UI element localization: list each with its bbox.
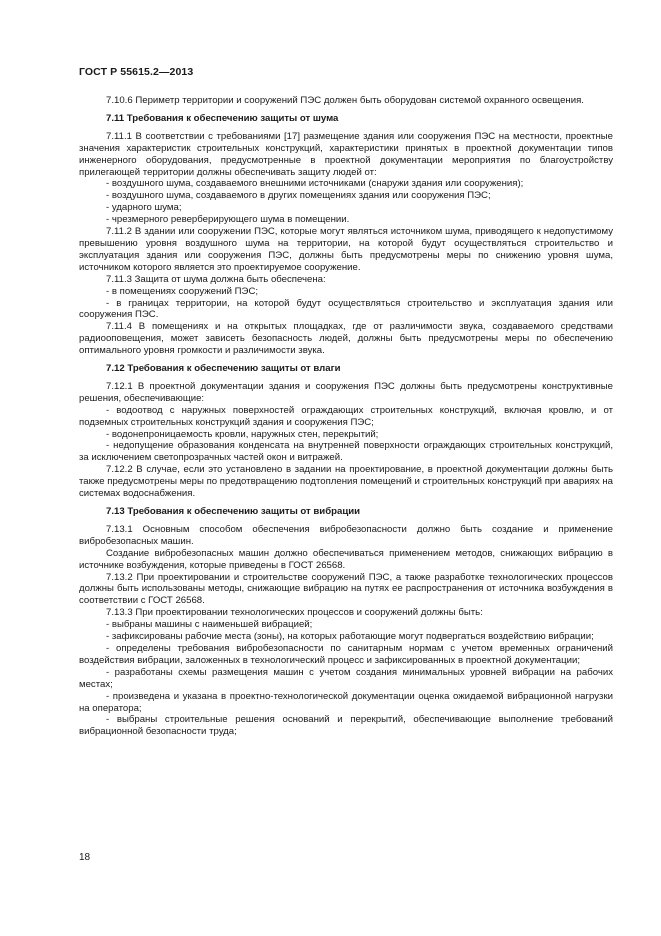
paragraph: 7.12.1 В проектной документации здания и сооружения ПЭС должны быть предусмотрены конструктивные решения, обеспечивающие: — [79, 380, 613, 404]
list-item: - водоотвод с наружных поверхностей ограждающих строительных конструкций, включая кровлю, и от подземных строительных конструкций здания и сооружения ПЭС; — [79, 404, 613, 428]
list-item: - в границах территории, на которой будут осуществляться строительство и эксплуатация здания или сооружения ПЭС. — [79, 297, 613, 321]
paragraph: 7.11.1 В соответствии с требованиями [17] размещение здания или сооружения ПЭС на местности, проектные значения характеристик строительных конструкций, характеристики принятых в проектной документации типов инженерного оборудования, предусмотренные в проектной документации мероприятия по благоустройству прилегающей территории должны обеспечивать защиту людей от: — [79, 130, 613, 178]
list-item: - определены требования вибробезопасности по санитарным нормам с учетом временных ограничений воздействия вибрации, заложенных в технологический процесс и зафиксированных в проектной документации; — [79, 642, 613, 666]
list-item: - в помещениях сооружений ПЭС; — [106, 285, 259, 297]
section-heading: 7.13 Требования к обеспечению защиты от вибрации — [106, 506, 361, 517]
list-item: - произведена и указана в проектно-технологической документации оценка ожидаемой вибрационной нагрузки на оператора; — [79, 690, 613, 714]
list-item: - ударного шума; — [106, 202, 182, 214]
paragraph: 7.12.2 В случае, если это установлено в задании на проектирование, в проектной документации должны быть также предусмотрены меры по предотвращению подтопления помещений и строительных конструкций при авариях на системах водоснабжения. — [79, 464, 613, 500]
list-item: - выбраны строительные решения оснований и перекрытий, обеспечивающие выполнение требований вибрационной безопасности труда; — [79, 714, 613, 738]
document-body — [79, 95, 613, 738]
paragraph: Создание вибробезопасных машин должно обеспечиваться применением методов, снижающих вибрацию в источнике возбуждения, которые приведены в ГОСТ 26568. — [79, 547, 613, 571]
page-number: 18 — [79, 852, 91, 863]
document-header: ГОСТ Р 55615.2—2013 — [79, 66, 194, 78]
paragraph: 7.13.3 При проектировании технологических процессов и сооружений должны быть: — [106, 607, 483, 619]
list-item: - водонепроницаемость кровли, наружных стен, перекрытий; — [106, 428, 379, 440]
list-item: - чрезмерного реверберирующего шума в помещении. — [106, 214, 350, 226]
paragraph: 7.11.4 В помещениях и на открытых площадках, где от различимости звука, создаваемого средствами радиооповещения, может зависеть безопасность людей, должны быть предусмотрены меры по обеспечению оптимального уровня громкости и различимости звука. — [79, 321, 613, 357]
section-heading: 7.11 Требования к обеспечению защиты от шума — [106, 112, 339, 124]
paragraph: 7.11.2 В здании или сооружении ПЭС, которые могут являться источником шума, приводящего к недопустимому превышению уровня воздушного шума на территории, на которой будут осуществляться строительство и эксплуатация здания или сооружения ПЭС, должны быть предусмотрены меры по снижению уровня шума, источником которого является это проектируемое сооружение. — [79, 226, 613, 273]
list-item: - зафиксированы рабочие места (зоны), на которых работающие могут подвергаться воздействию вибрации; — [106, 631, 594, 643]
section-heading: 7.12 Требования к обеспечению защиты от влаги — [106, 363, 341, 375]
paragraph: 7.13.2 При проектировании и строительстве сооружений ПЭС, а также разработке технологических процессов должны быть использованы методы, снижающие вибрацию на путях ее распространения от источника возбуждения в соответствии с ГОСТ 26568. — [79, 571, 613, 607]
list-item: - воздушного шума, создаваемого внешними источниками (снаружи здания или сооружения); — [106, 178, 524, 190]
list-item: - разработаны схемы размещения машин с учетом создания минимальных уровней вибрации на рабочих местах; — [79, 666, 613, 690]
list-item: - воздушного шума, создаваемого в других помещениях здания или сооружения ПЭС; — [106, 190, 491, 202]
list-item: - недопущение образования конденсата на внутренней поверхности ограждающих строительных конструкций, за исключением светопрозрачных частей окон и витражей. — [79, 440, 613, 464]
paragraph: 7.10.6 Периметр территории и сооружений ПЭС должен быть оборудован системой охранного освещения. — [106, 95, 584, 106]
paragraph: 7.11.3 Защита от шума должна быть обеспечена: — [106, 273, 326, 285]
paragraph: 7.13.1 Основным способом обеспечения вибробезопасности должно быть создание и применение вибробезопасных машин. — [79, 523, 613, 547]
list-item: - выбраны машины с наименьшей вибрацией; — [106, 619, 313, 631]
